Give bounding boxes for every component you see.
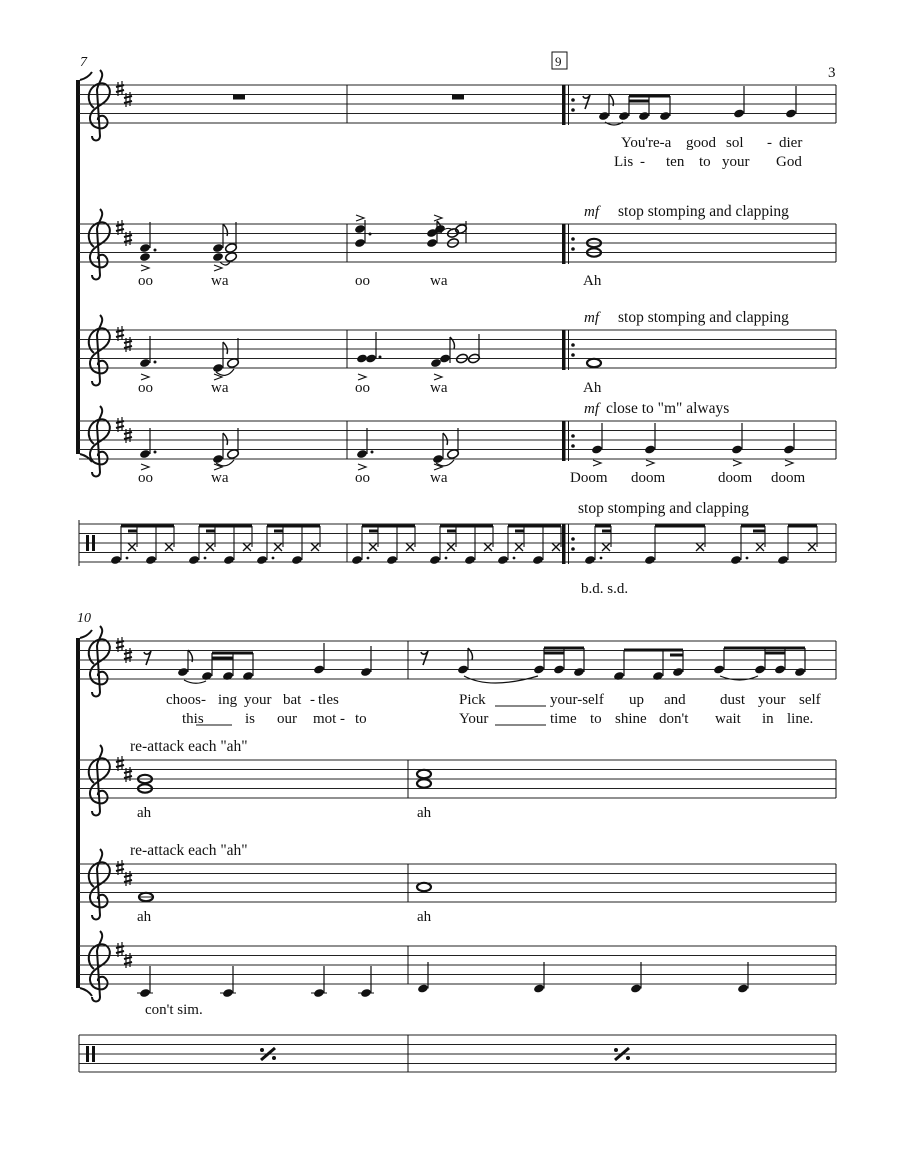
- percussion-staff: [79, 1035, 836, 1072]
- percussion-pattern-m9: [584, 526, 817, 565]
- percussion-staff: [79, 524, 836, 562]
- page-number: 3: [828, 65, 836, 81]
- percussion-pattern: [110, 526, 320, 565]
- solo-notes-m9: [598, 86, 797, 125]
- treble-clef-icon: [89, 406, 110, 477]
- treble-clef-icon: [89, 849, 110, 920]
- choir-bracket: [76, 80, 80, 454]
- solo-notes-m11: [457, 648, 806, 683]
- voice2-lyrics: oo wa oo wa Ah: [138, 273, 602, 289]
- eighth-rest-icon: [144, 651, 151, 665]
- system-2: [76, 626, 836, 1072]
- solo-lyrics-verse2: Lis - ten to your God: [614, 154, 802, 170]
- voice3-direction: stop stomping and clapping: [618, 309, 789, 326]
- measure-number-10: 10: [77, 611, 91, 626]
- treble-clef-icon: [89, 745, 110, 816]
- treble-clef-icon: [89, 626, 110, 697]
- voice2-staff: [79, 760, 836, 798]
- voice2-direction: re-attack each "ah": [130, 738, 248, 755]
- treble-clef-icon: [89, 931, 110, 1002]
- voice3-lyrics: ah ah: [137, 909, 432, 925]
- treble-clef-icon: [89, 70, 110, 141]
- system-1: [76, 70, 836, 597]
- whole-note-icon: [417, 779, 431, 787]
- voice3-direction: re-attack each "ah": [130, 842, 248, 859]
- solo-lyrics-verse1: choos- ing your bat - tles Pick your-self up and dust your self: [166, 692, 821, 708]
- voice4-notes-m10-11: [137, 962, 749, 998]
- voice2-dynamic: mf: [584, 204, 599, 220]
- treble-clef-icon: [89, 315, 110, 386]
- whole-note-icon: [417, 770, 431, 778]
- solo-lyrics-verse1: You're-a good sol - dier: [621, 135, 803, 151]
- repeat-sign-icon: [562, 85, 575, 125]
- percussion-direction: stop stomping and clapping: [578, 500, 749, 517]
- whole-note-icon: [587, 359, 601, 367]
- solo-staff: [79, 85, 836, 123]
- voice3-notes-m7-8: [139, 330, 480, 380]
- voice4-staff: [79, 946, 836, 984]
- voice4-doom-notes: [591, 423, 795, 466]
- eighth-rest-icon: [583, 95, 590, 109]
- voice3-staff: [79, 864, 836, 902]
- treble-clef-icon: [89, 209, 110, 280]
- voice4-direction: close to "m" always: [606, 400, 730, 417]
- whole-rest-icon: [452, 95, 464, 100]
- eighth-rest-icon: [421, 651, 428, 665]
- choir-bracket: [76, 638, 80, 988]
- percussion-legend: b.d. s.d.: [581, 581, 629, 597]
- voice2-direction: stop stomping and clapping: [618, 203, 789, 220]
- solo-lyrics-verse2: this is our mot - to Your time to shine don't wait in line.: [182, 711, 814, 727]
- solo-notes-m10: [177, 643, 372, 683]
- voice4-dynamic: mf: [584, 401, 599, 417]
- whole-rest-icon: [233, 95, 245, 100]
- voice4-direction: con't sim.: [145, 1002, 203, 1018]
- rehearsal-mark: 9: [555, 54, 562, 69]
- voice3-dynamic: mf: [584, 310, 599, 326]
- whole-note-icon: [417, 883, 431, 891]
- voice2-lyrics: ah ah: [137, 805, 432, 821]
- measure-number-7: 7: [80, 55, 87, 70]
- voice3-lyrics: oo wa oo wa Ah: [138, 380, 602, 396]
- voice4-notes: [139, 421, 459, 470]
- voice4-lyrics: oo wa oo wa Doom doom doom doom: [138, 470, 806, 486]
